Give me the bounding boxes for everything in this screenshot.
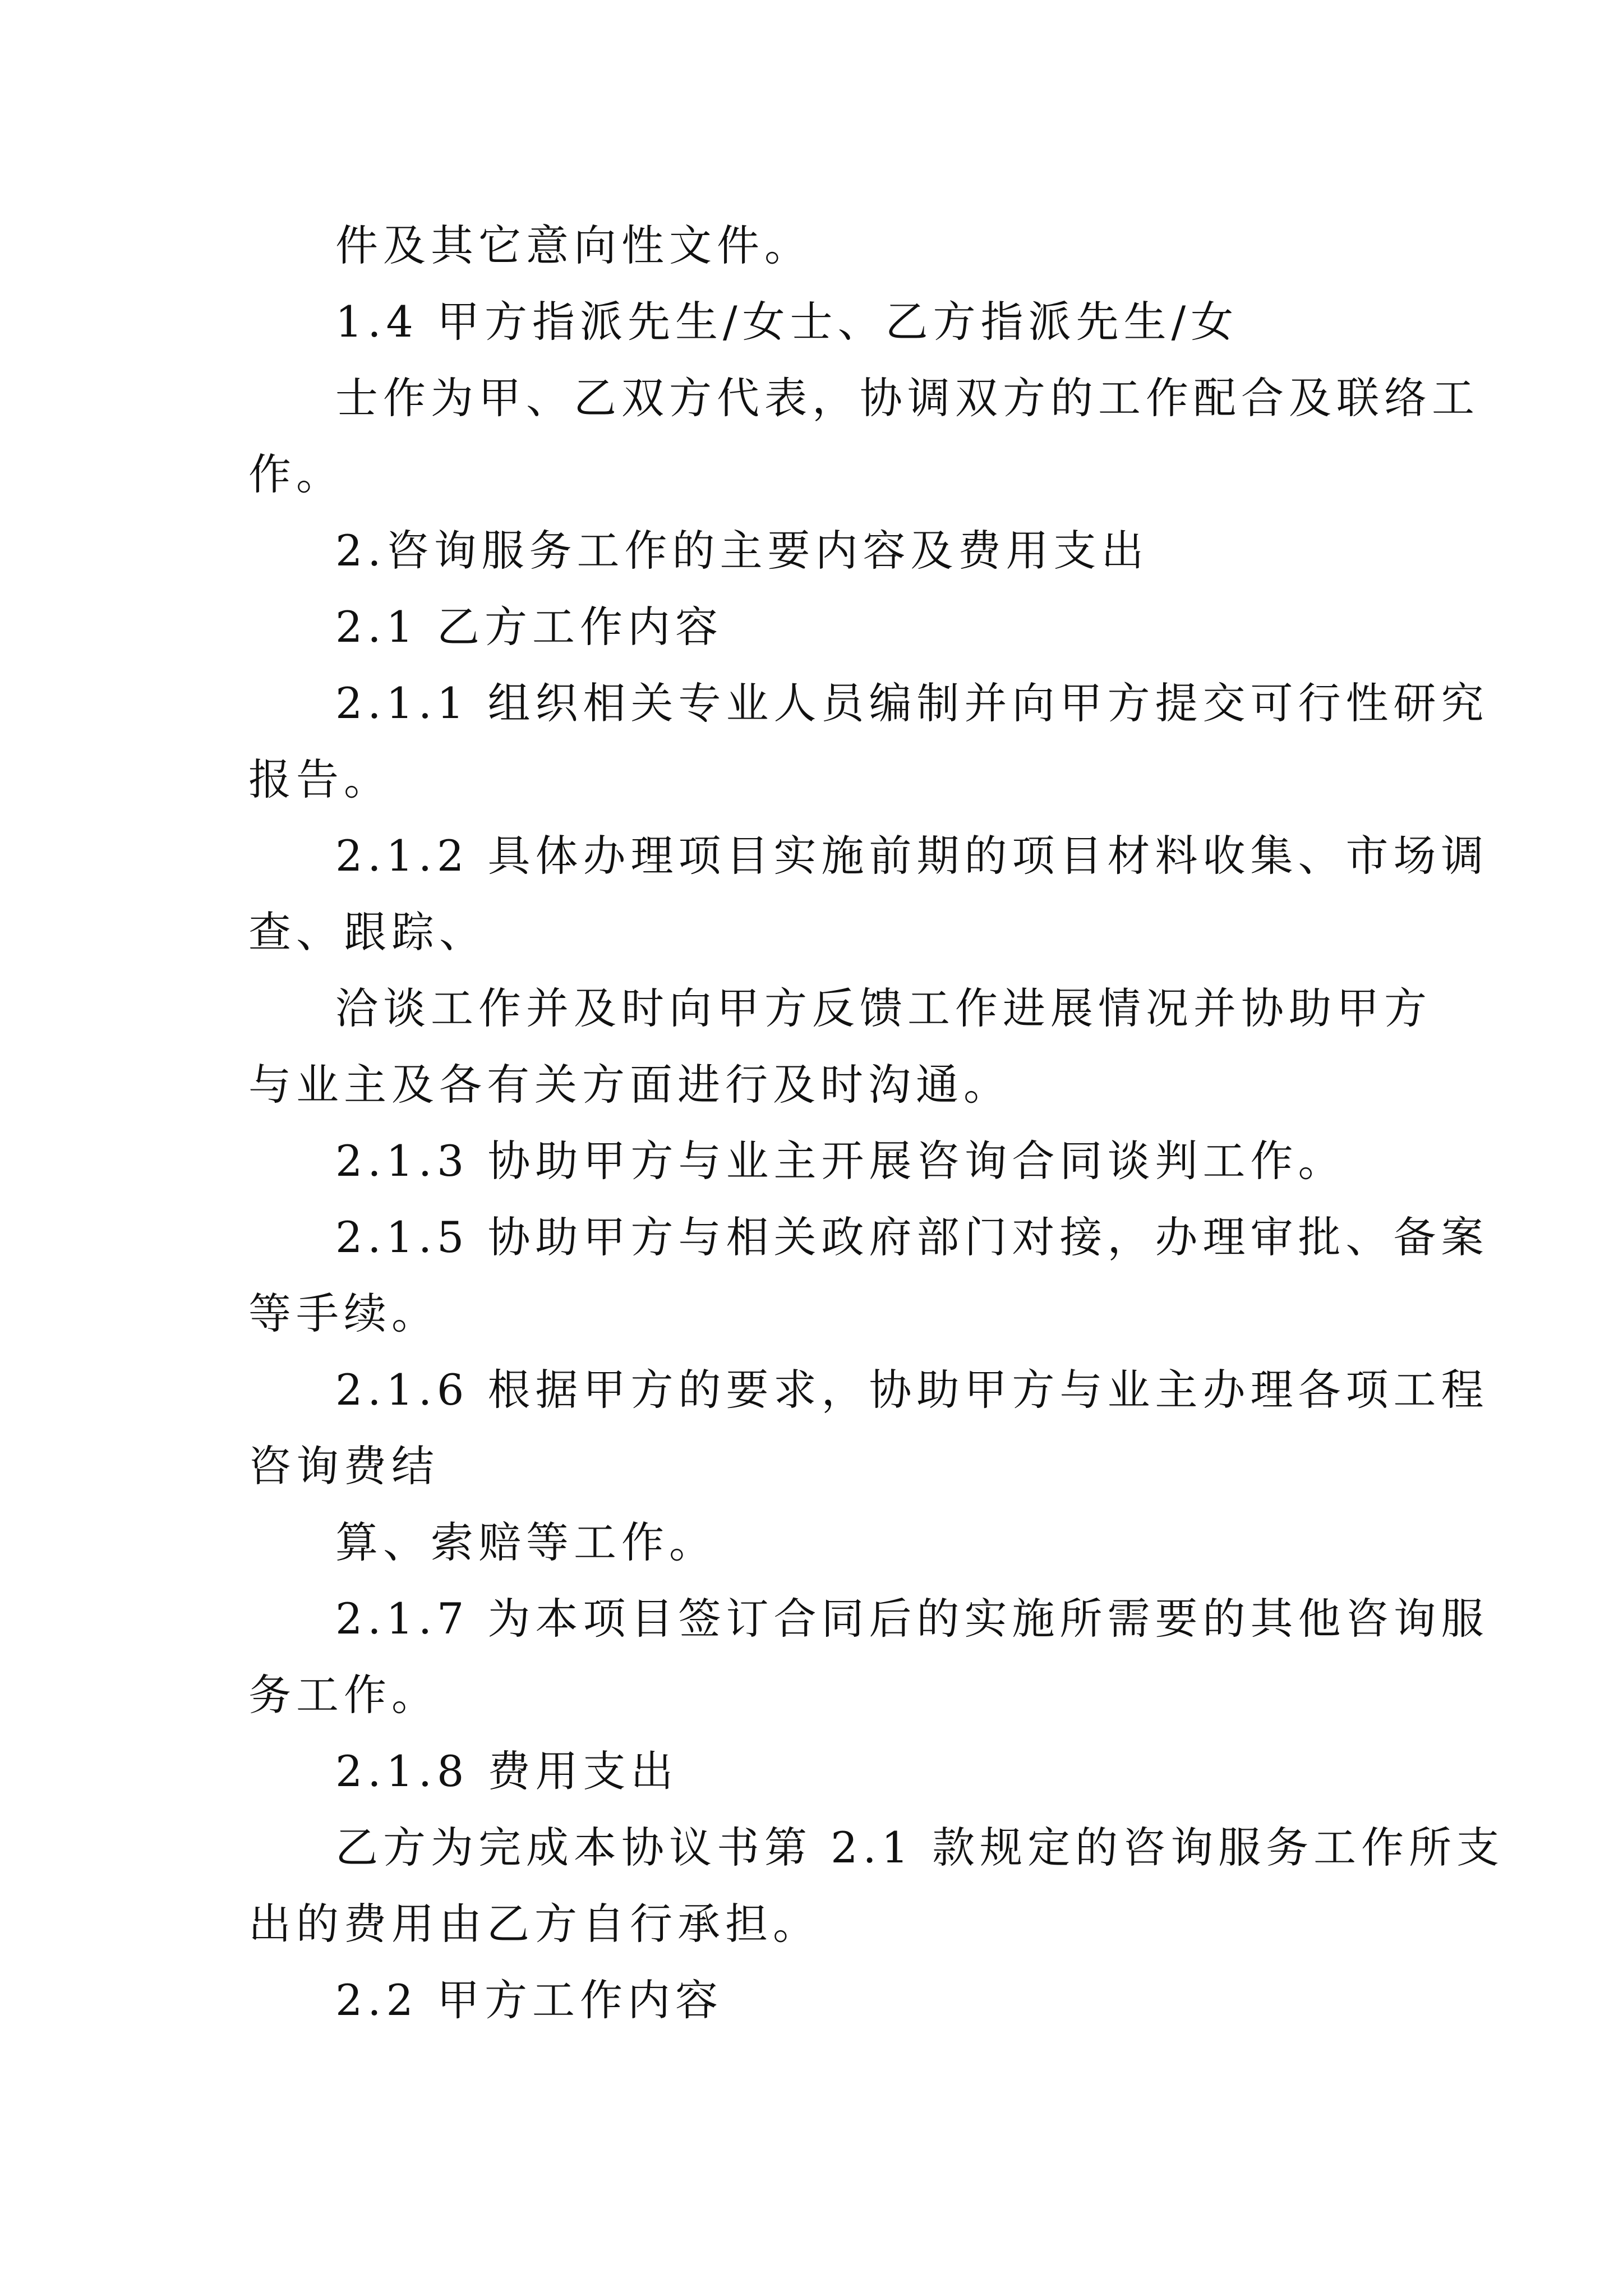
text-line: 2.1 乙方工作内容: [335, 602, 723, 652]
text-line: 算、索赔等工作。: [335, 1517, 717, 1567]
text-line: 2.咨询服务工作的主要内容及费用支出: [335, 526, 1149, 576]
text-line: 出的费用由乙方自行承担。: [248, 1899, 820, 1949]
text-line: 洽谈工作并及时向甲方反馈工作进展情况并协助甲方: [335, 983, 1432, 1033]
text-line: 作。: [248, 449, 344, 499]
text-line: 报告。: [248, 754, 391, 804]
text-line: 乙方为完成本协议书第 2.1 款规定的咨询服务工作所支: [335, 1823, 1505, 1872]
text-line: 务工作。: [248, 1670, 439, 1720]
text-line: 件及其它意向性文件。: [335, 220, 812, 270]
text-line: 士作为甲、乙双方代表，协调双方的工作配合及联络工: [335, 373, 1479, 423]
text-line: 与业主及各有关方面进行及时沟通。: [248, 1060, 1011, 1110]
text-line: 2.2 甲方工作内容: [335, 1975, 723, 2025]
text-line: 2.1.2 具体办理项目实施前期的项目材料收集、市场调: [335, 831, 1489, 881]
text-line: 2.1.7 为本项目签订合同后的实施所需要的其他咨询服: [335, 1594, 1489, 1644]
text-line: 等手续。: [248, 1289, 439, 1338]
text-line: 查、跟踪、: [248, 907, 487, 957]
text-line: 2.1.6 根据甲方的要求，协助甲方与业主办理各项工程: [335, 1365, 1489, 1415]
text-line: 咨询费结: [248, 1441, 439, 1491]
text-line: 2.1.1 组织相关专业人员编制并向甲方提交可行性研究: [335, 678, 1489, 728]
text-line: 2.1.3 协助甲方与业主开展咨询合同谈判工作。: [335, 1136, 1346, 1186]
text-line: 2.1.5 协助甲方与相关政府部门对接，办理审批、备案: [335, 1212, 1489, 1262]
text-line: 2.1.8 费用支出: [335, 1746, 679, 1796]
text-line: 1.4 甲方指派先生/女士、乙方指派先生/女: [335, 297, 1239, 347]
